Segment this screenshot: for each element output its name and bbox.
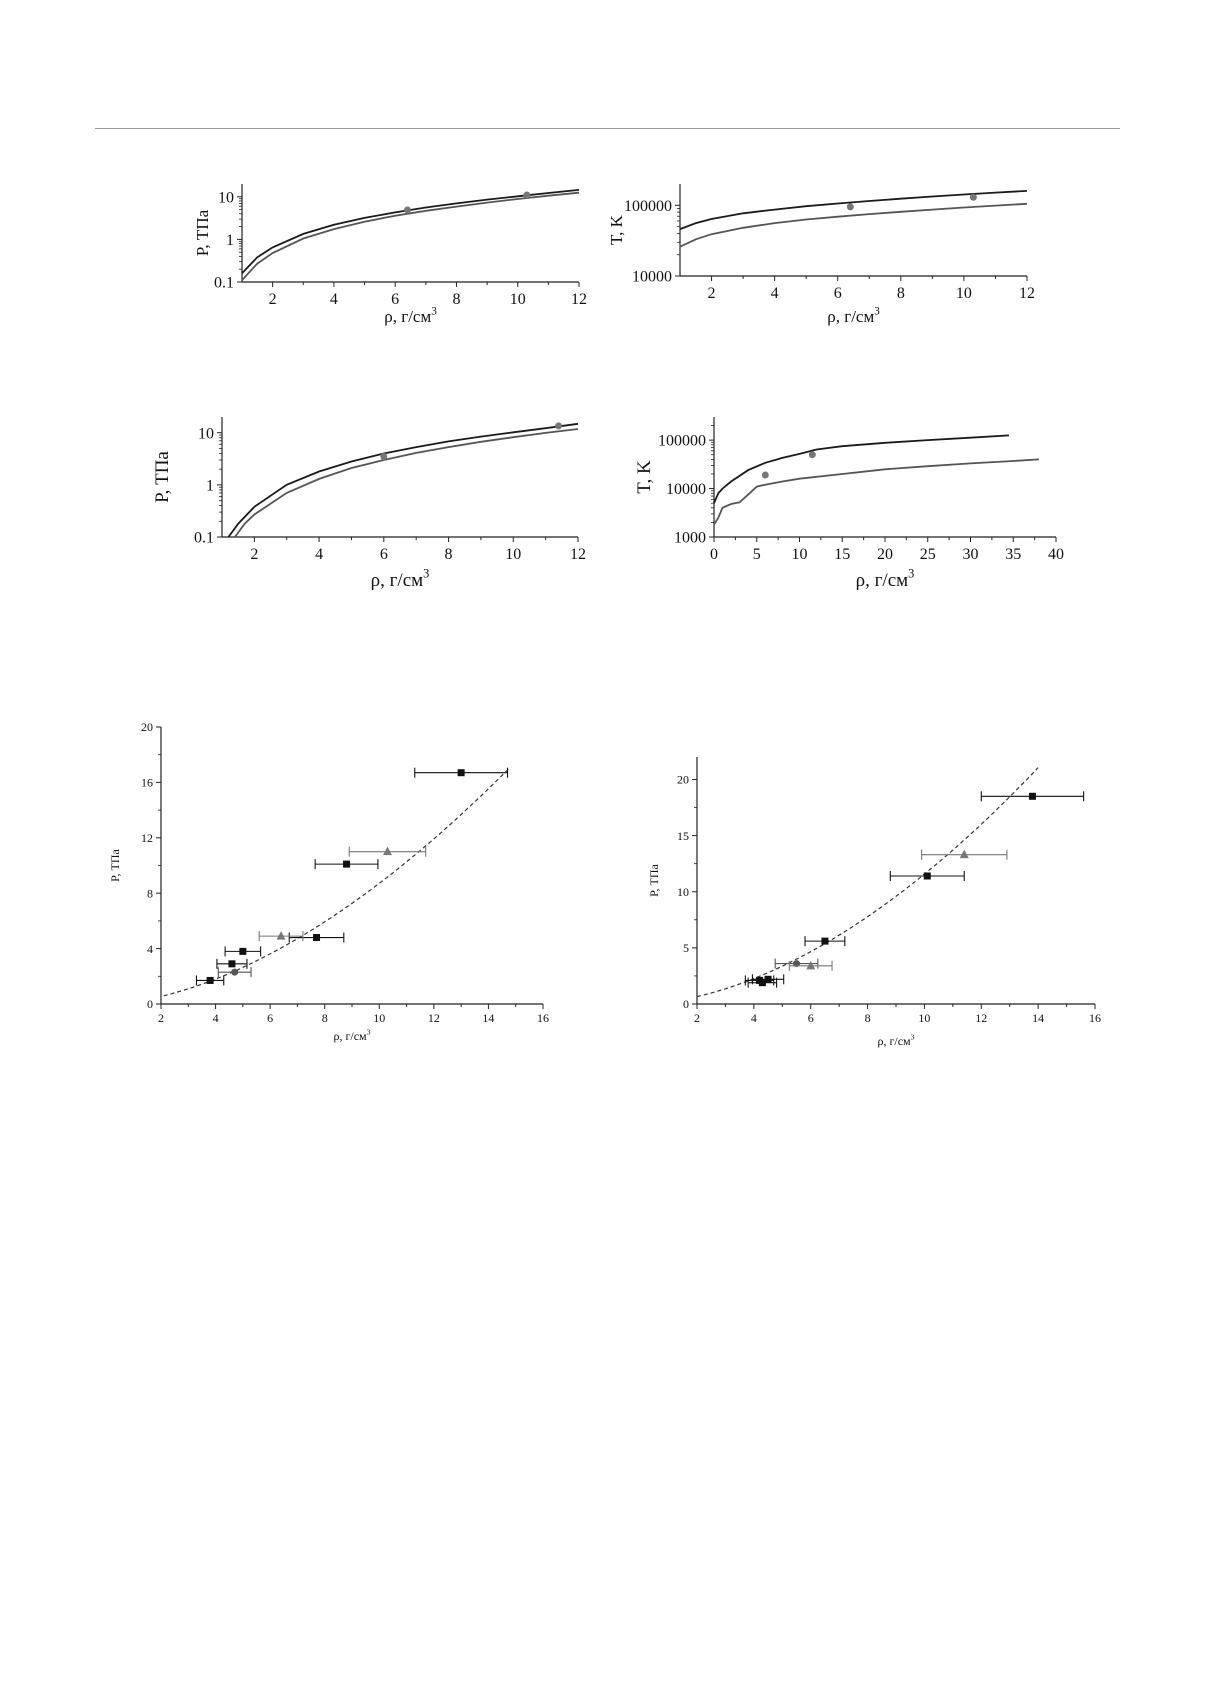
x-tick-label: 6 bbox=[391, 291, 400, 308]
y-axis-label: T, K bbox=[634, 460, 655, 494]
data-point-triangle bbox=[806, 961, 815, 970]
series-line-1 bbox=[229, 424, 579, 537]
data-point-triangle bbox=[277, 931, 286, 940]
x-tick-label: 8 bbox=[321, 1011, 328, 1025]
data-point-square bbox=[207, 977, 214, 984]
data-point-square bbox=[924, 873, 931, 880]
x-tick-label: 10 bbox=[918, 1011, 931, 1025]
x-axis-label: ρ, $г/см^3$ bbox=[827, 305, 880, 326]
x-tick-label: 8 bbox=[864, 1011, 871, 1025]
data-point-square bbox=[821, 938, 828, 945]
series-line-2 bbox=[714, 459, 1039, 524]
y-tick-label: 16 bbox=[141, 775, 153, 790]
data-point-square bbox=[765, 976, 772, 983]
y-axis-label: P, ТПа bbox=[152, 451, 173, 503]
y-axis-label: P, ТПа bbox=[193, 209, 212, 257]
x-axis-label: ρ, $г/см^3$ bbox=[877, 1032, 915, 1048]
x-axis-label-sup: 3 bbox=[908, 566, 915, 581]
x-tick-label: 4 bbox=[212, 1011, 219, 1025]
y-tick-label: 10000 bbox=[632, 268, 672, 286]
fit-curve bbox=[164, 769, 509, 996]
x-tick-label: 2 bbox=[158, 1011, 164, 1025]
x-axis-label-sup: 3 bbox=[431, 305, 437, 318]
x-axis-label: ρ, $г/см^3$ bbox=[370, 566, 430, 591]
data-point-circle bbox=[523, 192, 530, 199]
chart-5 bbox=[108, 720, 549, 1043]
x-tick-label: 12 bbox=[1019, 285, 1035, 302]
series-line-2 bbox=[235, 429, 578, 537]
x-tick-label: 30 bbox=[962, 546, 979, 563]
y-tick-label: 15 bbox=[677, 828, 689, 843]
chart-6 bbox=[647, 757, 1101, 1048]
x-tick-label: 8 bbox=[896, 285, 905, 302]
data-point-square bbox=[1029, 793, 1036, 800]
data-point-circle bbox=[404, 207, 411, 214]
x-tick-label: 25 bbox=[919, 546, 936, 563]
data-point-triangle bbox=[383, 847, 392, 856]
x-tick-label: 10 bbox=[509, 291, 526, 308]
x-tick-label: 4 bbox=[750, 1011, 757, 1025]
x-tick-label: 2 bbox=[694, 1011, 700, 1025]
x-tick-label: 2 bbox=[707, 285, 716, 302]
data-point-square bbox=[313, 934, 320, 941]
y-tick-label: 10 bbox=[198, 425, 214, 443]
x-tick-label: 16 bbox=[1089, 1011, 1101, 1025]
data-point-circle bbox=[809, 451, 816, 458]
y-axis-label: P, ТПа bbox=[108, 849, 122, 882]
chart-1 bbox=[193, 184, 587, 326]
y-tick-label: 0 bbox=[683, 997, 689, 1012]
chart-3 bbox=[152, 417, 586, 591]
data-point-square bbox=[343, 861, 350, 868]
data-point-circle bbox=[847, 203, 854, 210]
data-point-square bbox=[239, 948, 246, 955]
y-tick-label: 1 bbox=[226, 232, 234, 250]
y-tick-label: 4 bbox=[147, 941, 153, 956]
data-point-square bbox=[228, 960, 235, 967]
x-tick-label: 5 bbox=[752, 546, 761, 563]
x-axis-label: ρ, $г/см^3$ bbox=[333, 1027, 371, 1043]
x-tick-label: 35 bbox=[1005, 546, 1022, 563]
y-tick-label: 1000 bbox=[674, 529, 706, 547]
data-point-circle bbox=[231, 969, 238, 976]
y-tick-label: 100000 bbox=[624, 197, 672, 215]
x-tick-label: 10 bbox=[373, 1011, 386, 1025]
y-tick-label: 20 bbox=[677, 772, 689, 787]
y-tick-label: 100000 bbox=[658, 432, 706, 450]
y-tick-label: 1 bbox=[206, 477, 214, 495]
x-tick-label: 20 bbox=[877, 546, 893, 563]
y-tick-label: 8 bbox=[147, 886, 153, 901]
x-tick-label: 6 bbox=[833, 285, 842, 302]
chart-2 bbox=[607, 184, 1035, 326]
x-tick-label: 4 bbox=[315, 546, 324, 563]
data-point-circle bbox=[762, 472, 769, 479]
x-tick-label: 8 bbox=[444, 546, 453, 563]
series-line-2 bbox=[680, 204, 1027, 247]
x-tick-label: 2 bbox=[250, 546, 259, 563]
y-tick-label: 20 bbox=[141, 720, 153, 735]
series-line-1 bbox=[242, 190, 579, 273]
y-tick-label: 0 bbox=[147, 997, 153, 1012]
x-tick-label: 4 bbox=[770, 285, 779, 302]
x-tick-label: 6 bbox=[379, 546, 388, 563]
x-axis-label-sup: 3 bbox=[910, 1032, 915, 1042]
data-point-triangle bbox=[960, 850, 969, 859]
x-tick-label: 12 bbox=[570, 546, 586, 563]
y-tick-label: 10000 bbox=[666, 481, 706, 499]
data-point-circle bbox=[380, 453, 387, 460]
x-axis-label: ρ, $г/см^3$ bbox=[384, 305, 437, 326]
data-point-square bbox=[458, 769, 465, 776]
y-tick-label: 0.1 bbox=[194, 529, 214, 547]
y-tick-label: 10 bbox=[677, 884, 689, 899]
y-tick-label: 0.1 bbox=[214, 274, 234, 292]
y-tick-label: 12 bbox=[141, 831, 153, 845]
x-tick-label: 10 bbox=[791, 546, 808, 563]
y-tick-label: 5 bbox=[683, 941, 689, 956]
x-axis-label: ρ, $г/см^3$ bbox=[855, 566, 915, 591]
x-tick-label: 6 bbox=[807, 1011, 814, 1025]
x-axis-label-sup: 3 bbox=[423, 566, 430, 581]
fit-curve bbox=[697, 768, 1038, 997]
x-tick-label: 14 bbox=[482, 1011, 495, 1025]
x-tick-label: 10 bbox=[505, 546, 522, 563]
y-axis-label: P, ТПа bbox=[647, 864, 661, 897]
series-line-1 bbox=[714, 435, 1009, 503]
chart-4 bbox=[634, 417, 1064, 591]
x-tick-label: 12 bbox=[427, 1011, 440, 1025]
data-point-circle bbox=[970, 194, 977, 201]
x-tick-label: 40 bbox=[1048, 546, 1064, 563]
x-tick-label: 8 bbox=[452, 291, 461, 308]
x-tick-label: 16 bbox=[537, 1011, 549, 1025]
series-line-2 bbox=[242, 193, 579, 281]
x-tick-label: 6 bbox=[267, 1011, 274, 1025]
x-tick-label: 10 bbox=[955, 285, 972, 302]
y-axis-label: T, K bbox=[607, 215, 626, 245]
x-tick-label: 2 bbox=[268, 291, 277, 308]
x-tick-label: 12 bbox=[975, 1011, 988, 1025]
y-tick-label: 10 bbox=[218, 189, 234, 207]
x-axis-label-sup: 3 bbox=[366, 1027, 371, 1037]
x-tick-label: 4 bbox=[329, 291, 338, 308]
x-tick-label: 12 bbox=[571, 291, 587, 308]
x-tick-label: 0 bbox=[710, 546, 718, 563]
x-tick-label: 15 bbox=[834, 546, 851, 563]
x-axis-label-sup: 3 bbox=[874, 305, 880, 318]
x-tick-label: 14 bbox=[1032, 1011, 1045, 1025]
data-point-circle bbox=[555, 422, 562, 429]
